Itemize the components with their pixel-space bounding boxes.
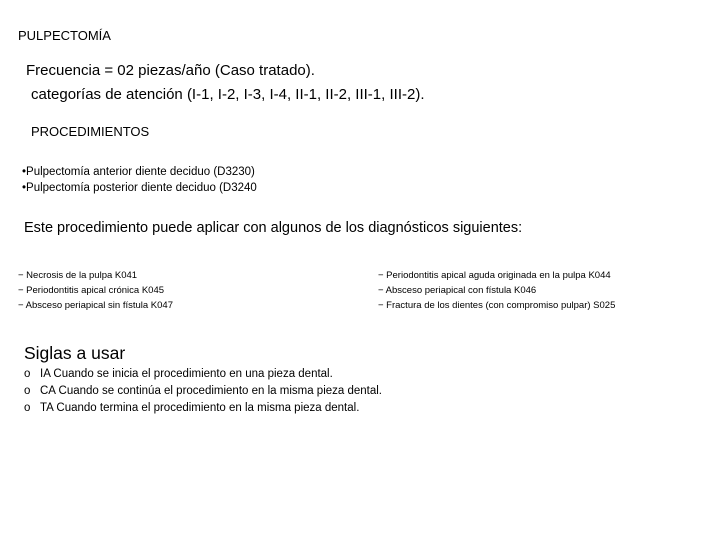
diagnoses-left-list — [18, 268, 173, 313]
diagnoses-right-list — [378, 268, 615, 313]
procedures-list — [22, 164, 257, 196]
diagnosis-item: − Periodontitis apical crónica K045 — [18, 285, 165, 296]
siglas-list — [24, 366, 382, 417]
frequency-text: Frecuencia = 02 piezas/año (Caso tratado). — [26, 62, 315, 79]
diagnosis-item: − Absceso periapical sin fístula K047 — [18, 300, 173, 311]
procedures-heading: PROCEDIMIENTOS — [31, 124, 150, 139]
procedure-item: •Pulpectomía anterior diente deciduo (D3230) — [22, 166, 255, 178]
siglas-heading: Siglas a usar — [24, 343, 126, 363]
categories-text: categorías de atención (I-1, I-2, I-3, I-4, II-1, II-2, III-1, III-2). — [31, 86, 425, 103]
sigla-text: IA Cuando se inicia el procedimiento en una pieza dental. — [40, 368, 333, 380]
bullet-icon: o — [24, 402, 31, 414]
diagnosis-item: − Necrosis de la pulpa K041 — [18, 270, 138, 281]
sigla-text: TA Cuando termina el procedimiento en la misma pieza dental. — [40, 402, 360, 414]
diagnoses-heading: Este procedimiento puede aplicar con algunos de los diagnósticos siguientes: — [24, 220, 523, 236]
procedure-item: •Pulpectomía posterior diente deciduo (D3240 — [22, 182, 257, 194]
sigla-item — [24, 383, 382, 400]
diagnosis-item: − Periodontitis apical aguda originada en la pulpa K044 — [378, 270, 611, 281]
sigla-item — [24, 400, 382, 417]
diagnosis-item: − Absceso periapical con fístula K046 — [378, 285, 537, 296]
bullet-icon: o — [24, 385, 31, 397]
bullet-icon: o — [24, 368, 31, 380]
sigla-text: CA Cuando se continúa el procedimiento en la misma pieza dental. — [40, 385, 383, 397]
sigla-item — [24, 366, 382, 383]
diagnosis-item: − Fractura de los dientes (con compromiso pulpar) S025 — [378, 300, 616, 311]
page-title: PULPECTOMÍA — [18, 28, 111, 43]
